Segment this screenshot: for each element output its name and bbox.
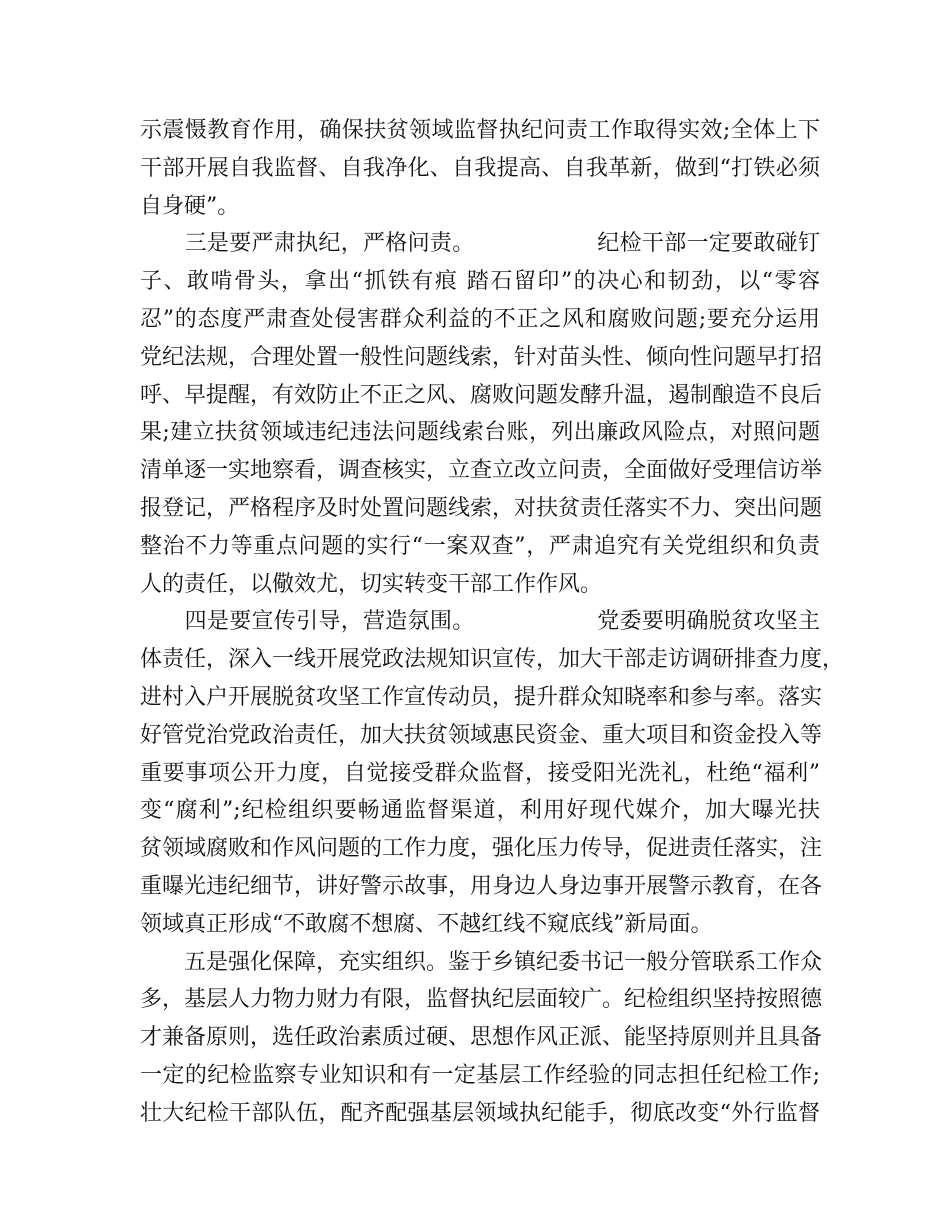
text-line: 壮大纪检干部队伍，配齐配强基层领域执纪能手，彻底改变“外行监督 xyxy=(140,1100,820,1126)
text-line: 自身硬”。 xyxy=(140,193,240,219)
text-line: 变“腐利”;纪检组织要畅通监督渠道，利用好现代媒介，加大曝光扶 xyxy=(140,798,820,824)
text-line: 好管党治党政治责任，加大扶贫领域惠民资金、重大项目和资金投入等 xyxy=(140,722,823,748)
text-line: 五是强化保障，充实组织。鉴于乡镇纪委书记一般分管联系工作众 xyxy=(140,949,823,975)
text-line: 清单逐一实地察看，调查核实，立查立改立问责，全面做好受理信访举 xyxy=(140,458,823,484)
text-line: 领域真正形成“不敢腐不想腐、不越红线不窥底线”新局面。 xyxy=(140,911,713,937)
text-line: 才兼备原则，选任政治素质过硬、思想作风正派、能坚持原则并且具备 xyxy=(140,1025,823,1051)
text-line: 贫领域腐败和作风问题的工作力度，强化压力传导，促进责任落实，注 xyxy=(140,836,823,862)
text-line: 示震慑教育作用，确保扶贫领域监督执纪问责工作取得实效;全体上下 xyxy=(140,118,820,143)
text-line: 一定的纪检监察专业知识和有一定基层工作经验的同志担任纪检工作; xyxy=(140,1062,820,1088)
text-line: 体责任，深入一线开展党政法规知识宣传，加大干部走访调研排查力度， xyxy=(140,647,845,673)
text-line: 果;建立扶贫领域违纪违法问题线索台账，列出廉政风险点，对照问题 xyxy=(140,420,820,446)
text-line: 人的责任，以儆效尤，切实转变干部工作作风。 xyxy=(140,571,603,597)
text-line: 四是要宣传引导，营造氛围。 党委要明确脱贫攻坚主 xyxy=(140,609,820,635)
text-line: 忍”的态度严肃查处侵害群众利益的不正之风和腐败问题;要充分运用 xyxy=(140,306,820,332)
text-line: 多，基层人力物力财力有限，监督执纪层面较广。纪检组织坚持按照德 xyxy=(140,987,823,1013)
text-line: 党纪法规，合理处置一般性问题线索，针对苗头性、倾向性问题早打招 xyxy=(140,344,823,370)
text-line: 整治不力等重点问题的实行“一案双查”，严肃追究有关党组织和负责 xyxy=(140,533,820,559)
text-line: 干部开展自我监督、自我净化、自我提高、自我革新，做到“打铁必须 xyxy=(140,155,820,181)
text-line: 进村入户开展脱贫攻坚工作宣传动员，提升群众知晓率和参与率。落实 xyxy=(140,684,823,710)
document-body xyxy=(140,112,845,1133)
text-line: 三是要严肃执纪，严格问责。 纪检干部一定要敢碰钉 xyxy=(140,231,820,257)
text-line: 子、敢啃骨头，拿出“抓铁有痕 踏石留印”的决心和韧劲，以“零容 xyxy=(140,269,820,295)
text-line: 重要事项公开力度，自觉接受群众监督，接受阳光洗礼，杜绝“福利” xyxy=(140,760,820,786)
text-line: 报登记，严格程序及时处置问题线索，对扶贫责任落实不力、突出问题 xyxy=(140,495,823,521)
text-line: 呼、早提醒，有效防止不正之风、腐败问题发酵升温，遏制酿造不良后 xyxy=(140,382,823,408)
text-line: 重曝光违纪细节，讲好警示故事，用身边人身边事开展警示教育，在各 xyxy=(140,873,823,899)
